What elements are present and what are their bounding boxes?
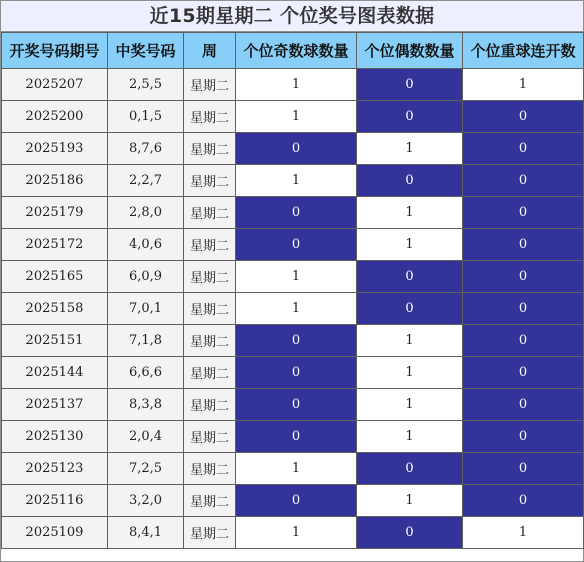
weekday-cell: 星期二	[184, 453, 236, 485]
odd-count-cell: 1	[236, 293, 357, 325]
odd-count-cell: 1	[236, 101, 357, 133]
odd-count-cell: 0	[236, 421, 357, 453]
page-title: 近15期星期二 个位奖号图表数据	[1, 1, 583, 32]
period-cell: 2025109	[2, 517, 108, 549]
repeat-count-cell: 0	[463, 485, 584, 517]
weekday-cell: 星期二	[184, 133, 236, 165]
numbers-cell: 8,7,6	[108, 133, 184, 165]
even-count-cell: 0	[357, 261, 463, 293]
table-row	[2, 485, 584, 517]
column-header-period: 开奖号码期号	[2, 33, 108, 69]
numbers-cell: 8,3,8	[108, 389, 184, 421]
repeat-count-cell: 0	[463, 389, 584, 421]
weekday-cell: 星期二	[184, 261, 236, 293]
table-row	[2, 69, 584, 101]
period-cell: 2025186	[2, 165, 108, 197]
even-count-cell: 1	[357, 229, 463, 261]
repeat-count-cell: 0	[463, 261, 584, 293]
odd-count-cell: 1	[236, 453, 357, 485]
period-cell: 2025151	[2, 325, 108, 357]
odd-count-cell: 0	[236, 133, 357, 165]
table-row	[2, 133, 584, 165]
weekday-cell: 星期二	[184, 165, 236, 197]
numbers-cell: 2,0,4	[108, 421, 184, 453]
table-row	[2, 325, 584, 357]
odd-count-cell: 1	[236, 517, 357, 549]
odd-count-cell: 1	[236, 165, 357, 197]
repeat-count-cell: 0	[463, 293, 584, 325]
repeat-count-cell: 0	[463, 325, 584, 357]
even-count-cell: 1	[357, 421, 463, 453]
numbers-cell: 7,0,1	[108, 293, 184, 325]
numbers-cell: 7,1,8	[108, 325, 184, 357]
numbers-cell: 4,0,6	[108, 229, 184, 261]
even-count-cell: 0	[357, 101, 463, 133]
table-row	[2, 293, 584, 325]
table-row	[2, 165, 584, 197]
table-row	[2, 197, 584, 229]
numbers-cell: 3,2,0	[108, 485, 184, 517]
numbers-cell: 7,2,5	[108, 453, 184, 485]
period-cell: 2025137	[2, 389, 108, 421]
even-count-cell: 0	[357, 165, 463, 197]
numbers-cell: 0,1,5	[108, 101, 184, 133]
header-row	[2, 33, 584, 69]
table-row	[2, 421, 584, 453]
numbers-cell: 6,0,9	[108, 261, 184, 293]
table-body	[2, 69, 584, 549]
period-cell: 2025123	[2, 453, 108, 485]
numbers-cell: 6,6,6	[108, 357, 184, 389]
even-count-cell: 1	[357, 357, 463, 389]
odd-count-cell: 0	[236, 197, 357, 229]
table-row	[2, 389, 584, 421]
even-count-cell: 0	[357, 517, 463, 549]
odd-count-cell: 0	[236, 229, 357, 261]
table-row	[2, 229, 584, 261]
even-count-cell: 0	[357, 293, 463, 325]
even-count-cell: 1	[357, 389, 463, 421]
column-header-even-count: 个位偶数数量	[357, 33, 463, 69]
period-cell: 2025116	[2, 485, 108, 517]
odd-count-cell: 0	[236, 357, 357, 389]
repeat-count-cell: 0	[463, 357, 584, 389]
column-header-repeat-count: 个位重球连开数	[463, 33, 584, 69]
odd-count-cell: 0	[236, 485, 357, 517]
weekday-cell: 星期二	[184, 293, 236, 325]
weekday-cell: 星期二	[184, 325, 236, 357]
repeat-count-cell: 1	[463, 69, 584, 101]
even-count-cell: 1	[357, 485, 463, 517]
table-row	[2, 261, 584, 293]
odd-count-cell: 1	[236, 261, 357, 293]
even-count-cell: 1	[357, 197, 463, 229]
weekday-cell: 星期二	[184, 357, 236, 389]
repeat-count-cell: 1	[463, 517, 584, 549]
numbers-cell: 8,4,1	[108, 517, 184, 549]
even-count-cell: 0	[357, 453, 463, 485]
period-cell: 2025165	[2, 261, 108, 293]
repeat-count-cell: 0	[463, 453, 584, 485]
weekday-cell: 星期二	[184, 389, 236, 421]
weekday-cell: 星期二	[184, 485, 236, 517]
period-cell: 2025193	[2, 133, 108, 165]
repeat-count-cell: 0	[463, 165, 584, 197]
even-count-cell: 1	[357, 325, 463, 357]
period-cell: 2025144	[2, 357, 108, 389]
even-count-cell: 0	[357, 69, 463, 101]
column-header-numbers: 中奖号码	[108, 33, 184, 69]
numbers-cell: 2,8,0	[108, 197, 184, 229]
odd-count-cell: 0	[236, 325, 357, 357]
data-table	[1, 32, 584, 549]
even-count-cell: 1	[357, 133, 463, 165]
numbers-cell: 2,2,7	[108, 165, 184, 197]
period-cell: 2025158	[2, 293, 108, 325]
odd-count-cell: 0	[236, 389, 357, 421]
table-row	[2, 517, 584, 549]
period-cell: 2025179	[2, 197, 108, 229]
repeat-count-cell: 0	[463, 101, 584, 133]
column-header-weekday: 周	[184, 33, 236, 69]
period-cell: 2025207	[2, 69, 108, 101]
period-cell: 2025172	[2, 229, 108, 261]
weekday-cell: 星期二	[184, 421, 236, 453]
period-cell: 2025200	[2, 101, 108, 133]
table-row	[2, 357, 584, 389]
weekday-cell: 星期二	[184, 69, 236, 101]
table-row	[2, 101, 584, 133]
period-cell: 2025130	[2, 421, 108, 453]
odd-count-cell: 1	[236, 69, 357, 101]
weekday-cell: 星期二	[184, 229, 236, 261]
table-row	[2, 453, 584, 485]
repeat-count-cell: 0	[463, 197, 584, 229]
weekday-cell: 星期二	[184, 101, 236, 133]
repeat-count-cell: 0	[463, 421, 584, 453]
weekday-cell: 星期二	[184, 197, 236, 229]
weekday-cell: 星期二	[184, 517, 236, 549]
column-header-odd-count: 个位奇数球数量	[236, 33, 357, 69]
numbers-cell: 2,5,5	[108, 69, 184, 101]
repeat-count-cell: 0	[463, 133, 584, 165]
repeat-count-cell: 0	[463, 229, 584, 261]
